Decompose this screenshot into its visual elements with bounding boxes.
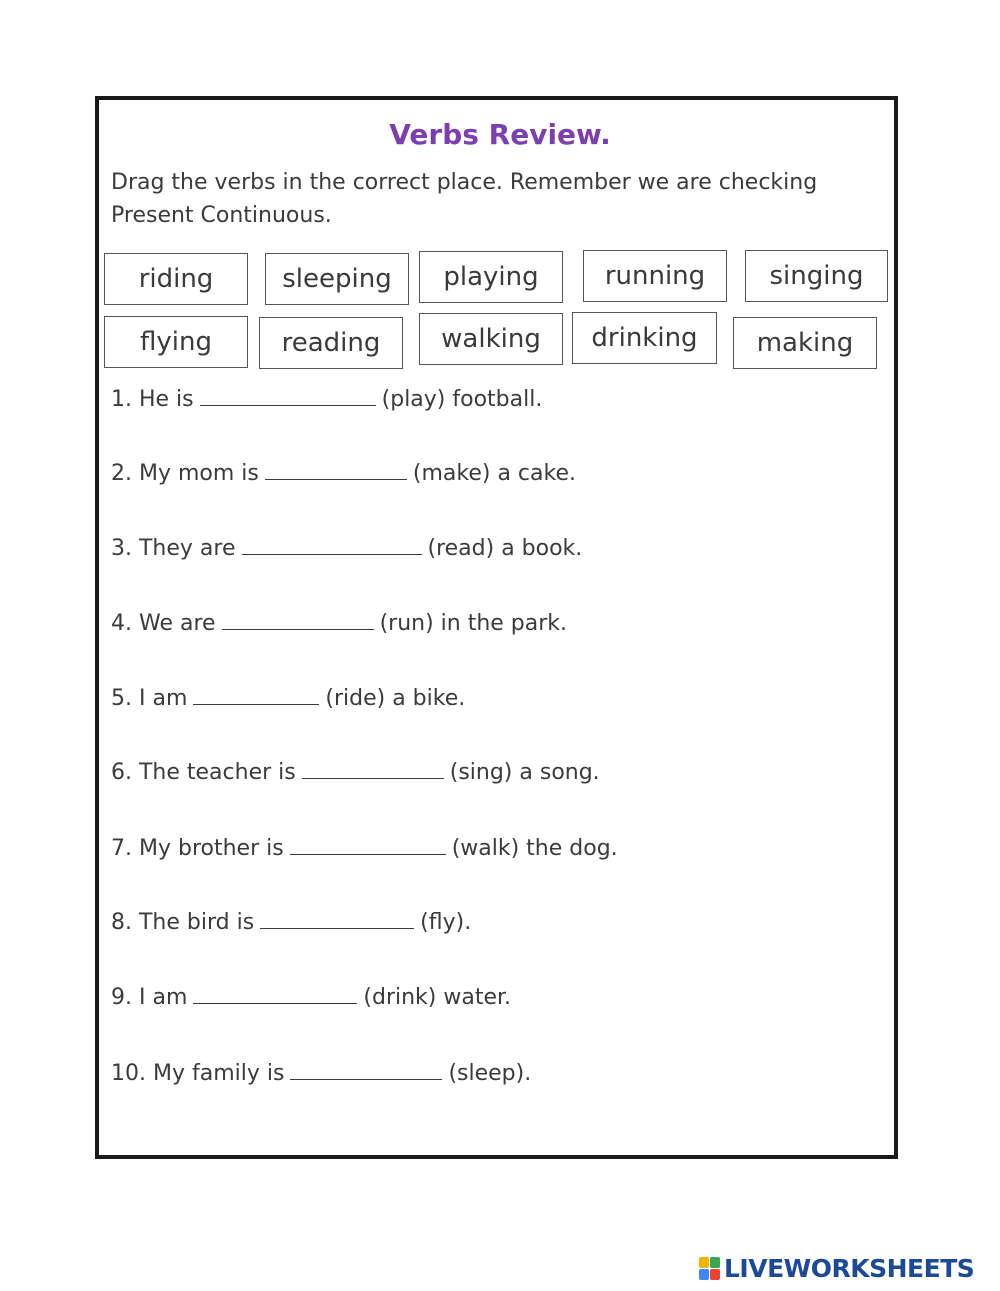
- answer-blank-2[interactable]: [265, 461, 407, 480]
- sentence-10: [111, 1061, 531, 1086]
- word-chip-singing[interactable]: singing: [745, 250, 888, 302]
- sentence-5-end: (ride) a bike.: [325, 686, 466, 711]
- answer-blank-7[interactable]: [290, 836, 446, 855]
- answer-blank-4[interactable]: [222, 611, 374, 630]
- liveworksheets-logo-icon: [699, 1257, 720, 1280]
- answer-blank-3[interactable]: [242, 536, 422, 555]
- word-chip-sleeping[interactable]: sleeping: [265, 253, 409, 305]
- word-chip-running[interactable]: running: [583, 250, 727, 302]
- sentence-9-start: 9. I am: [111, 985, 188, 1010]
- sentence-2: [111, 461, 576, 486]
- sentence-1-start: 1. He is: [111, 387, 194, 412]
- sentence-3: [111, 536, 582, 561]
- word-chip-making[interactable]: making: [733, 317, 877, 369]
- word-chip-walking[interactable]: walking: [419, 313, 563, 365]
- word-chip-playing[interactable]: playing: [419, 251, 563, 303]
- word-chip-drinking[interactable]: drinking: [572, 312, 717, 364]
- sentence-5: [111, 686, 465, 711]
- sentence-4-end: (run) in the park.: [379, 611, 568, 636]
- answer-blank-5[interactable]: [193, 686, 319, 705]
- sentence-1: [111, 387, 542, 412]
- liveworksheets-logo: [699, 1254, 974, 1283]
- sentence-3-end: (read) a book.: [427, 536, 583, 561]
- sentence-9: [111, 985, 511, 1010]
- answer-blank-8[interactable]: [260, 910, 414, 929]
- sentence-2-start: 2. My mom is: [111, 461, 259, 486]
- sentence-4-start: 4. We are: [111, 611, 216, 636]
- answer-blank-6[interactable]: [302, 760, 444, 779]
- sentence-10-start: 10. My family is: [111, 1061, 285, 1086]
- sentence-5-start: 5. I am: [111, 686, 188, 711]
- answer-blank-1[interactable]: [200, 387, 376, 406]
- sentence-10-end: (sleep).: [448, 1061, 532, 1086]
- sentence-8: [111, 910, 471, 935]
- word-chip-flying[interactable]: flying: [104, 316, 248, 368]
- sentence-8-end: (fly).: [420, 910, 472, 935]
- sentence-1-end: (play) football.: [381, 387, 543, 412]
- word-chip-reading[interactable]: reading: [259, 317, 403, 369]
- logo-text: LIVEWORKSHEETS: [724, 1254, 975, 1283]
- sentence-6-start: 6. The teacher is: [111, 760, 296, 785]
- sentence-2-end: (make) a cake.: [412, 461, 576, 486]
- sentence-7-end: (walk) the dog.: [451, 836, 618, 861]
- sentence-7-start: 7. My brother is: [111, 836, 284, 861]
- answer-blank-10[interactable]: [290, 1061, 442, 1080]
- page-title: Verbs Review.: [389, 118, 611, 151]
- sentence-4: [111, 611, 567, 636]
- sentence-3-start: 3. They are: [111, 536, 236, 561]
- sentence-6-end: (sing) a song.: [449, 760, 600, 785]
- sentence-7: [111, 836, 618, 861]
- sentence-9-end: (drink) water.: [363, 985, 512, 1010]
- sentence-8-start: 8. The bird is: [111, 910, 255, 935]
- instructions-text: Drag the verbs in the correct place. Remember we are checking Present Continuous.: [111, 170, 818, 228]
- answer-blank-9[interactable]: [193, 985, 357, 1004]
- sentence-6: [111, 760, 600, 785]
- word-chip-riding[interactable]: riding: [104, 253, 248, 305]
